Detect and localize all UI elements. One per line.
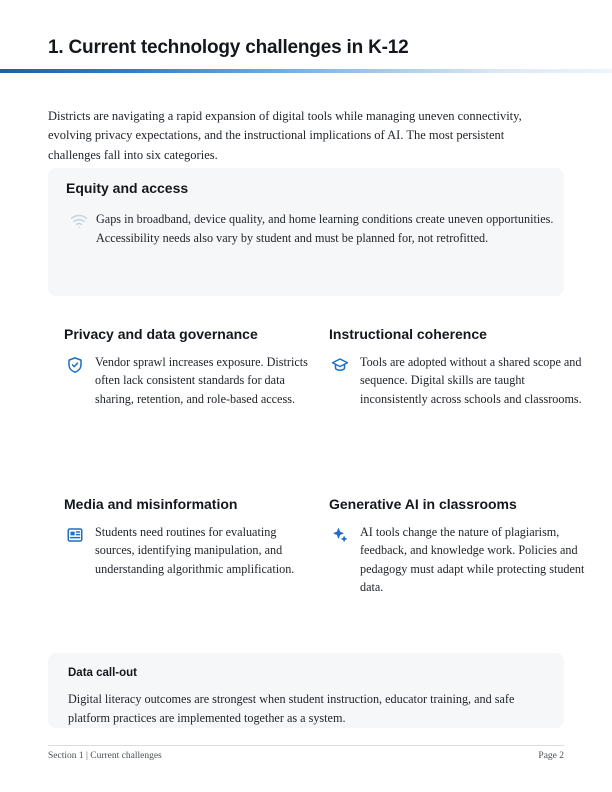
card-title: Media and misinformation bbox=[64, 496, 238, 512]
card-body: AI tools change the nature of plagiarism, feedback, and knowledge work. Policies and pedagogy must adapt while protecting student data. bbox=[360, 525, 585, 595]
intro-paragraph: Districts are navigating a rapid expansion of digital tools while managing uneven connectivity, evolving privacy expectations, and the instructional implications of AI. The most persistent challenges fall into six categories. bbox=[48, 108, 522, 162]
card-instructional-coherence bbox=[329, 326, 582, 406]
card-body: Gaps in broadband, device quality, and home learning conditions create uneven opportunities. Accessibility needs also vary by student and must be planned for, not retrofitted. bbox=[96, 212, 554, 245]
data-callout bbox=[48, 653, 564, 728]
card-privacy-and-data-governance bbox=[64, 326, 314, 406]
page-title: 1. Current technology challenges in K-12 bbox=[48, 36, 409, 58]
card-body: Vendor sprawl increases exposure. Districts often lack consistent standards for data sharing, retention, and role-based access. bbox=[95, 355, 308, 406]
card-body: Tools are adopted without a shared scope and sequence. Digital skills are taught inconsistently across schools and classrooms. bbox=[360, 355, 582, 406]
footer-divider bbox=[48, 745, 564, 746]
card-title: Privacy and data governance bbox=[64, 326, 258, 342]
graduation-cap-icon bbox=[331, 356, 349, 374]
card-title: Equity and access bbox=[66, 180, 189, 196]
footer-section-label: Section 1 | Current challenges bbox=[48, 751, 162, 761]
callout-title: Data call-out bbox=[68, 667, 138, 679]
news-article-icon bbox=[66, 526, 84, 544]
card-media-and-misinformation bbox=[64, 496, 314, 576]
card-body: Students need routines for evaluating sources, identifying manipulation, and understanding algorithmic amplification. bbox=[95, 525, 295, 576]
callout-body: Digital literacy outcomes are strongest when student instruction, educator training, and safe platform practices are implemented together as a system. bbox=[68, 692, 515, 725]
card-title: Instructional coherence bbox=[329, 326, 487, 342]
card-title: Generative AI in classrooms bbox=[329, 496, 517, 512]
shield-check-icon bbox=[66, 356, 84, 374]
sparkles-icon bbox=[331, 526, 349, 544]
card-generative-ai-in-classrooms bbox=[329, 496, 585, 595]
wifi-icon bbox=[70, 212, 88, 230]
header-accent-rule bbox=[0, 69, 612, 73]
card-equity-and-access bbox=[48, 168, 564, 296]
footer-page-number: Page 2 bbox=[538, 751, 564, 761]
